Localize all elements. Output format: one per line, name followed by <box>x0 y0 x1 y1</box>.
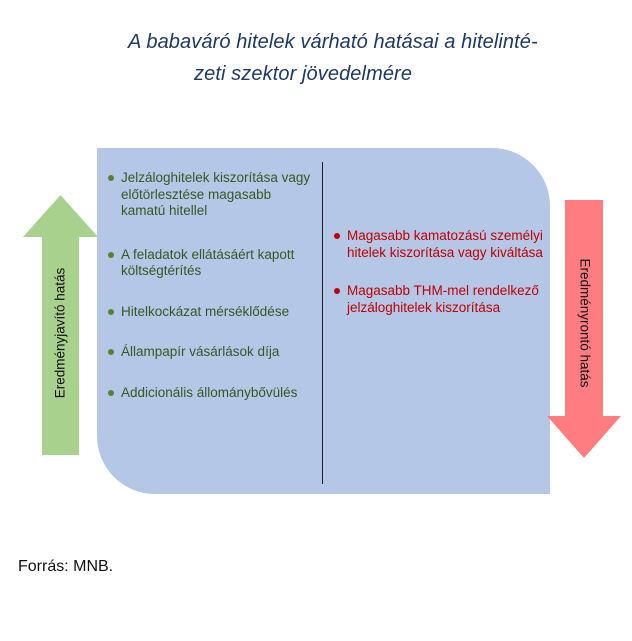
list-item <box>108 170 313 220</box>
title-line-1: A babaváró hitelek várható hatásai a hitelinté- <box>128 31 538 53</box>
list-item <box>108 344 313 361</box>
list-item-text: Addicionális állománybővülés <box>121 384 298 400</box>
list-item <box>334 228 544 261</box>
bullet-icon <box>108 309 114 315</box>
list-item-text: A feladatok ellátásáért kapott költségtérítés <box>121 246 295 278</box>
title-line-2: zeti szektor jövedelmére <box>194 63 413 85</box>
bullet-icon <box>108 252 114 258</box>
list-item <box>108 247 313 280</box>
positive-effects-list <box>108 170 313 425</box>
panel-divider <box>322 162 323 484</box>
left-arrow-label: Eredményjavító hatás <box>52 267 68 399</box>
bullet-icon <box>108 390 114 396</box>
source-note: Forrás: MNB. <box>18 558 114 575</box>
right-arrow-label: Eredményrontó hatás <box>577 258 593 388</box>
diagram-title <box>118 26 618 90</box>
list-item-text: Magasabb kamatozású személyi hitelek kiszorítása vagy kiváltása <box>347 228 543 260</box>
list-item <box>108 385 313 402</box>
list-item-text: Magasabb THM-mel rendelkező jelzáloghitelek kiszorítása <box>347 283 539 315</box>
list-item <box>334 283 544 316</box>
bullet-icon <box>334 233 340 239</box>
bullet-icon <box>108 349 114 355</box>
list-item-text: Jelzáloghitelek kiszorítása vagy előtörlesztése magasabb kamatú hitellel <box>121 170 311 218</box>
negative-effects-list <box>334 228 544 338</box>
list-item-text: Állampapír vásárlások díja <box>121 344 280 359</box>
bullet-icon <box>334 288 340 294</box>
list-item-text: Hitelkockázat mérséklődése <box>121 303 290 319</box>
list-item <box>108 304 313 321</box>
bullet-icon <box>108 175 114 181</box>
